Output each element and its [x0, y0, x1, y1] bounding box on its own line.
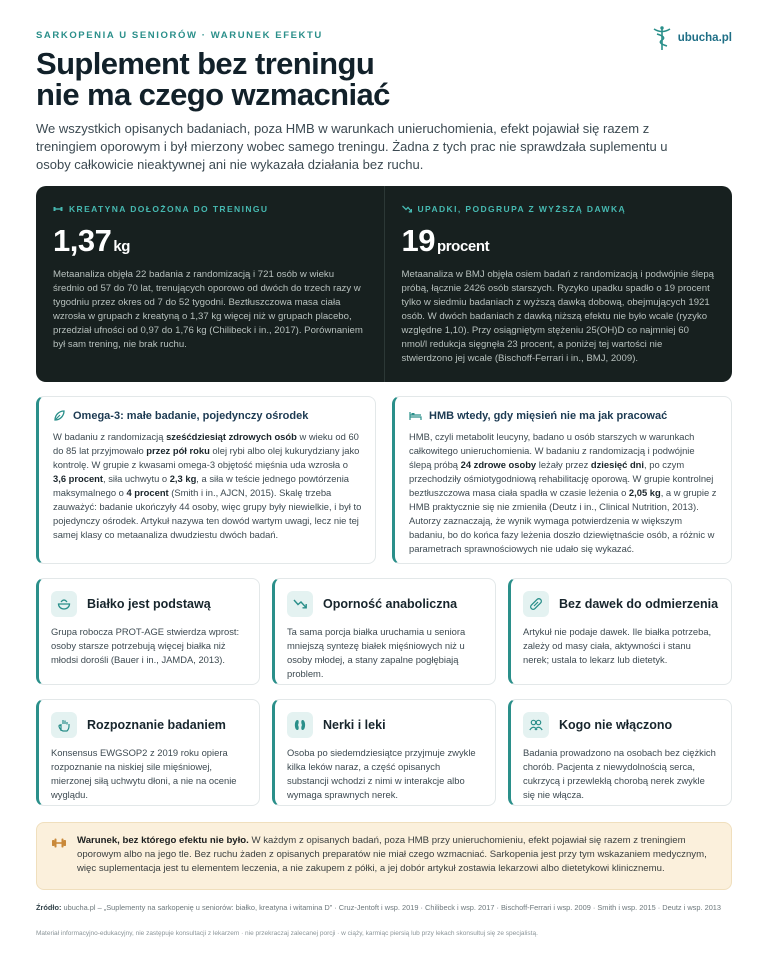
study-body: HMB, czyli metabolit leucyny, badano u osób starszych w warunkach całkowitego unieruchomienia. W badaniu z randomizacją i podwójnie ślepą próbą 24 zdrowe osoby leżały przez dziesięć dni, po czym przechodziły ośmiotygodniową rehabilitację oporową. W grupie kontrolnej beztłuszczowa masa ciała spadła w czasie leżenia o 2,05 kg, a w grupie z HMB praktycznie się nie zmieniła (Deutz i in., Clinical Nutrition, 2013). Autorzy zaznaczają, że wynik wymaga potwierdzenia w większym badaniu, bo do końca fazy leżenia doszło dziewiętnaście osób, a różnic w parametrach sprawnościowych nie udało się wykazać.	[409, 431, 717, 554]
card-body: Osoba po siedemdziesiątce przyjmuje zwykle kilka leków naraz, a część opisanych substancji wchodzi z nimi w interakcje albo wymaga sprawnych nerek.	[287, 747, 476, 800]
title-line-2: nie ma czego wzmacniać	[36, 77, 390, 112]
study-hmb	[392, 396, 732, 564]
stats-panel	[36, 186, 732, 382]
lead-paragraph: We wszystkich opisanych badaniach, poza HMB w warunkach unieruchomienia, efekt pojawiał się razem z treningiem oporowym i był mierzony wobec samego treningu. Żadna z tych prac nie sprawdzała suplementu u osoby całkowicie nieaktywnej ani nie wykazała działania bez ruchu.	[36, 121, 668, 172]
card-title: Nerki i leki	[323, 718, 386, 732]
sources: Źródło: ubucha.pl – „Suplementy na sarkopenię u seniorów: białko, kreatyna i witamina D” · Cruz-Jentoft i wsp. 2019 · Chilibeck i wsp. 2017 · Bischoff-Ferrari i wsp. 2009 · Smith i wsp. 2015 · Deutz i wsp. 2013	[36, 903, 722, 912]
title-line-1: Suplement bez treningu	[36, 46, 375, 81]
study-cards	[36, 396, 732, 564]
study-omega3	[36, 396, 376, 564]
study-heading: HMB wtedy, gdy mięsień nie ma jak pracować	[409, 409, 719, 422]
page-title	[36, 48, 556, 110]
stat-value: 19 procent	[401, 223, 490, 258]
people-icon	[523, 712, 549, 738]
card-title: Rozpoznanie badaniem	[87, 718, 226, 732]
card-title: Bez dawek do odmierzenia	[559, 597, 719, 611]
bowl-icon	[51, 591, 77, 617]
card-kidneys	[272, 699, 496, 806]
caduceus-icon	[651, 25, 673, 51]
card-body: Badania prowadzono na osobach bez ciężkich chorób. Pacjenta z niewydolnością serca, cukrzycą i przewlekłą chorobą nerek zwykle się nie włącza.	[523, 747, 716, 800]
fish-icon	[53, 409, 66, 422]
card-body: Ta sama porcja białka uruchamia u seniora mniejszą syntezę białek mięśniowych niż u osoby młodej, a stany zapalne pogłębiają problem.	[287, 626, 466, 679]
trend-down-icon	[287, 591, 313, 617]
stat-label: KREATYNA DOŁOŻONA DO TRENINGU	[53, 204, 367, 214]
bed-icon	[409, 409, 422, 422]
warning-text: Warunek, bez którego efektu nie było. W każdym z opisanych badań, poza HMB przy unieruchomieniu, efekt pojawiał się razem z treningiem oporowym albo na jego tle. Bez ruchu żaden z opisanych preparatów nie miał czego wzmacniać. Sarkopenia jest przy tym wskazaniem medycznym, więc suplementacja jest tu elementem leczenia, a nie zakupem z półki, a jej dobór artykuł zostawia lekarzowi albo dietetykowi klinicznemu.	[77, 835, 707, 874]
stat-falls	[384, 186, 733, 382]
stat-creatine	[36, 186, 384, 382]
info-grid	[36, 578, 732, 806]
card-diagnosis	[36, 699, 260, 806]
kidneys-icon	[287, 712, 313, 738]
disclaimer: Materiał informacyjno-edukacyjny, nie zastępuje konsultacji z lekarzem · nie przekraczaj zalecanej porcji · w ciąży, karmiąc piersią lub przy lekach skonsultuj się ze specjalistą.	[36, 930, 538, 937]
stat-body: Metaanaliza w BMJ objęła osiem badań z randomizacją i podwójnie ślepą próbą, łącznie 2426 osób starszych. Ryzyko upadku spadło o 19 procent tylko w siedmiu badaniach z wyższą dawką dobową, obejmujących 1921 osób. W dwóch badaniach z dawką niższą efektu nie było wcale (ryzyko względne 1,10). Przy osiągniętym stężeniu 25(OH)D co najmniej 60 nmol/l redukcja sięgnęła 23 procent, a poniżej tej wartości nie stwierdzono jej wcale (Bischoff-Ferrari i in., BMJ, 2009).	[401, 269, 714, 364]
card-excluded	[508, 699, 732, 806]
stat-body: Metaanaliza objęła 22 badania z randomizacją i 721 osób w wieku średnio od 57 do 70 lat, trenujących oporowo od dwóch do trzech razy w tygodniu przez okres od 7 do 52 tygodni. Beztłuszczowa masa ciała wzrosła w grupach z kreatyną o 1,37 kg więcej niż w grupach placebo, przedział ufności od 0,97 do 1,76 kg (Chilibeck i in., 2017). Porównaniem był sam trening, nie brak ruchu.	[53, 269, 363, 350]
card-title: Oporność anaboliczna	[323, 597, 458, 611]
card-no-doses	[508, 578, 732, 685]
trend-down-icon	[402, 204, 412, 214]
brand-logo[interactable]	[651, 25, 732, 51]
card-body: Konsensus EWGSOP2 z 2019 roku opiera rozpoznanie na niskiej sile mięśniowej, mierzonej siłą uchwytu dłoni, a nie na ocenie wyglądu.	[51, 747, 237, 800]
stat-value: 1,37 kg	[53, 223, 131, 258]
card-body: Artykuł nie podaje dawek. Ile białka potrzeba, zależy od masy ciała, aktywności i stanu nerek; ustala to lekarz lub dietetyk.	[523, 626, 712, 665]
brand-name: ubucha.pl	[677, 32, 732, 44]
dumbbell-icon	[51, 835, 67, 851]
stat-label: UPADKI, PODGRUPA Z WYŻSZĄ DAWKĄ	[402, 204, 716, 214]
card-protein	[36, 578, 260, 685]
pill-icon	[523, 591, 549, 617]
warning-box	[36, 822, 732, 890]
card-title: Kogo nie włączono	[559, 718, 673, 732]
eyebrow: SARKOPENIA U SENIORÓW · WARUNEK EFEKTU	[36, 30, 323, 41]
hand-icon	[51, 712, 77, 738]
card-body: Grupa robocza PROT-AGE stwierdza wprost: osoby starsze potrzebują więcej białka niż młodsi dorośli (Bauer i in., JAMDA, 2013).	[51, 626, 240, 665]
dumbbell-icon	[53, 204, 63, 214]
card-title: Białko jest podstawą	[87, 597, 211, 611]
card-anabolic-resistance	[272, 578, 496, 685]
study-body: W badaniu z randomizacją sześćdziesiąt zdrowych osób w wieku od 60 do 85 lat przyjmowało przez pół roku olej rybi albo olej kukurydziany jako kontrolę. W grupie z kwasami omega-3 objętość mięśnia uda wzrosła o 3,6 procent, siła uchwytu o 2,3 kg, a siła w teście jednego powtórzenia maksymalnego o 4 procent (Smith i in., AJCN, 2015). Skalę trzeba zauważyć: badanie ukończyły 44 osoby, więc grupy były niewielkie, i był to pojedynczy ośrodek. Artykuł nazywa ten dowód wartym uwagi, lecz nie tej samej klasy co metaanaliza dwudziestu dwóch badań.	[53, 431, 362, 540]
study-heading: Omega-3: małe badanie, pojedynczy ośrodek	[53, 409, 363, 422]
